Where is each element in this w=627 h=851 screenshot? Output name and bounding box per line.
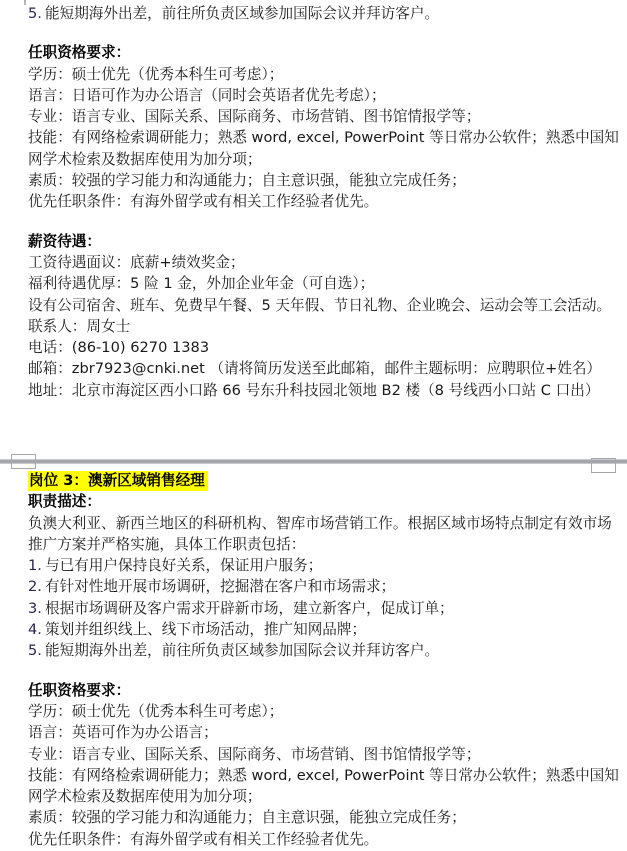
duty-item	[28, 598, 620, 619]
list-text: 与已有用户保持良好关系，保证用户服务；	[45, 557, 323, 575]
qualification-line-language: 语言：日语可作为办公语言（同时会英语者优先考虑）；	[28, 86, 386, 104]
job-title-highlight: 岗位 3：澳新区域销售经理	[28, 471, 208, 491]
list-number: 1.	[28, 557, 42, 575]
duty-item	[28, 576, 620, 597]
duty-item-carryover	[28, 3, 620, 24]
contact-email-line: 邮箱：zbr7923@cnki.net （请将简历发送至此邮箱，邮件主题标明：应聘职位+姓名）	[28, 360, 602, 378]
blank-line	[28, 662, 620, 680]
contact-address-line: 地址：北京市海淀区西小口路 66 号东升科技园北领地 B2 楼（8 号线西小口站 C 口出）	[28, 381, 600, 399]
page-corner-mark-left	[11, 454, 36, 469]
qualification-line-education: 学历：硕士优先（优秀本科生可考虑）；	[28, 702, 284, 720]
page-break-band	[0, 459, 627, 464]
list-number: 2.	[28, 578, 42, 596]
contact-phone-line: 电话：(86-10) 6270 1383	[28, 339, 210, 357]
text-boundary-mark-top	[24, 0, 26, 5]
list-text: 有针对性地开展市场调研，挖掘潜在客户和市场需求；	[45, 578, 396, 596]
salary-line-perks: 设有公司宿舍、班车、免费早午餐、5 天年假、节日礼物、企业晚会、运动会等工会活动。	[28, 296, 612, 314]
list-text: 根据市场调研及客户需求开辟新市场，建立新客户，促成订单；	[45, 599, 454, 617]
qualification-line-major: 专业：语言专业、国际关系、国际商务、市场营销、图书馆情报学等；	[28, 108, 481, 126]
qualification-line-traits: 素质：较强的学习能力和沟通能力；自主意识强，能独立完成任务；	[28, 172, 466, 190]
duty-item	[28, 640, 620, 661]
qualifications-heading: 任职资格要求：	[28, 681, 131, 699]
duties-intro: 负澳大利亚、新西兰地区的科研机构、智库市场营销工作。根据区域市场特点制定有效市场推广方案并严格实施，具体工作职责包括：	[28, 514, 612, 553]
list-text: 能短期海外出差，前往所负责区域参加国际会议并拜访客户。	[45, 5, 440, 22]
blank-line	[28, 213, 620, 231]
qualification-line-traits: 素质：较强的学习能力和沟通能力；自主意识强，能独立完成任务；	[28, 809, 466, 827]
list-number: 4.	[28, 621, 42, 639]
blank-line	[28, 24, 620, 42]
salary-heading: 薪资待遇：	[28, 232, 101, 250]
duties-heading: 职责描述：	[28, 493, 101, 511]
qualification-line-skills: 技能：有网络检索调研能力；熟悉 word, excel, PowerPoint 等日常办公软件；熟悉中国知网学术检索及数据库使用为加分项；	[28, 766, 619, 806]
job-title-line	[28, 470, 620, 491]
qualification-line-major: 专业：语言专业、国际关系、国际商务、市场营销、图书馆情报学等；	[28, 745, 481, 763]
qualification-line-preferred: 优先任职条件：有海外留学或有相关工作经验者优先。	[28, 193, 379, 211]
duty-item	[28, 619, 620, 640]
qualification-line-skills: 技能：有网络检索调研能力；熟悉 word, excel, PowerPoint 等日常办公软件；熟悉中国知网学术检索及数据库使用为加分项；	[28, 129, 619, 168]
list-text: 能短期海外出差，前往所负责区域参加国际会议并拜访客户。	[45, 642, 440, 660]
list-number: 5.	[28, 5, 42, 22]
qualification-line-preferred: 优先任职条件：有海外留学或有相关工作经验者优先。	[28, 830, 379, 848]
duty-item	[28, 555, 620, 576]
page-2-content	[28, 470, 620, 850]
qualification-line-language: 语言：英语可作为办公语言；	[28, 724, 218, 742]
list-number: 5.	[28, 642, 42, 660]
contact-person-line: 联系人：周女士	[28, 317, 131, 335]
list-number: 3.	[28, 599, 42, 617]
salary-line-pay: 工资待遇面议：底薪+绩效奖金；	[28, 253, 245, 271]
qualification-line-education: 学历：硕士优先（优秀本科生可考虑）；	[28, 65, 284, 83]
salary-line-benefits: 福利待遇优厚：5 险 1 金，外加企业年金（可自选）；	[28, 275, 375, 293]
list-text: 策划并组织线上、线下市场活动，推广知网品牌；	[45, 621, 367, 639]
qualifications-heading: 任职资格要求：	[28, 44, 131, 62]
page-1-content	[28, 3, 620, 401]
